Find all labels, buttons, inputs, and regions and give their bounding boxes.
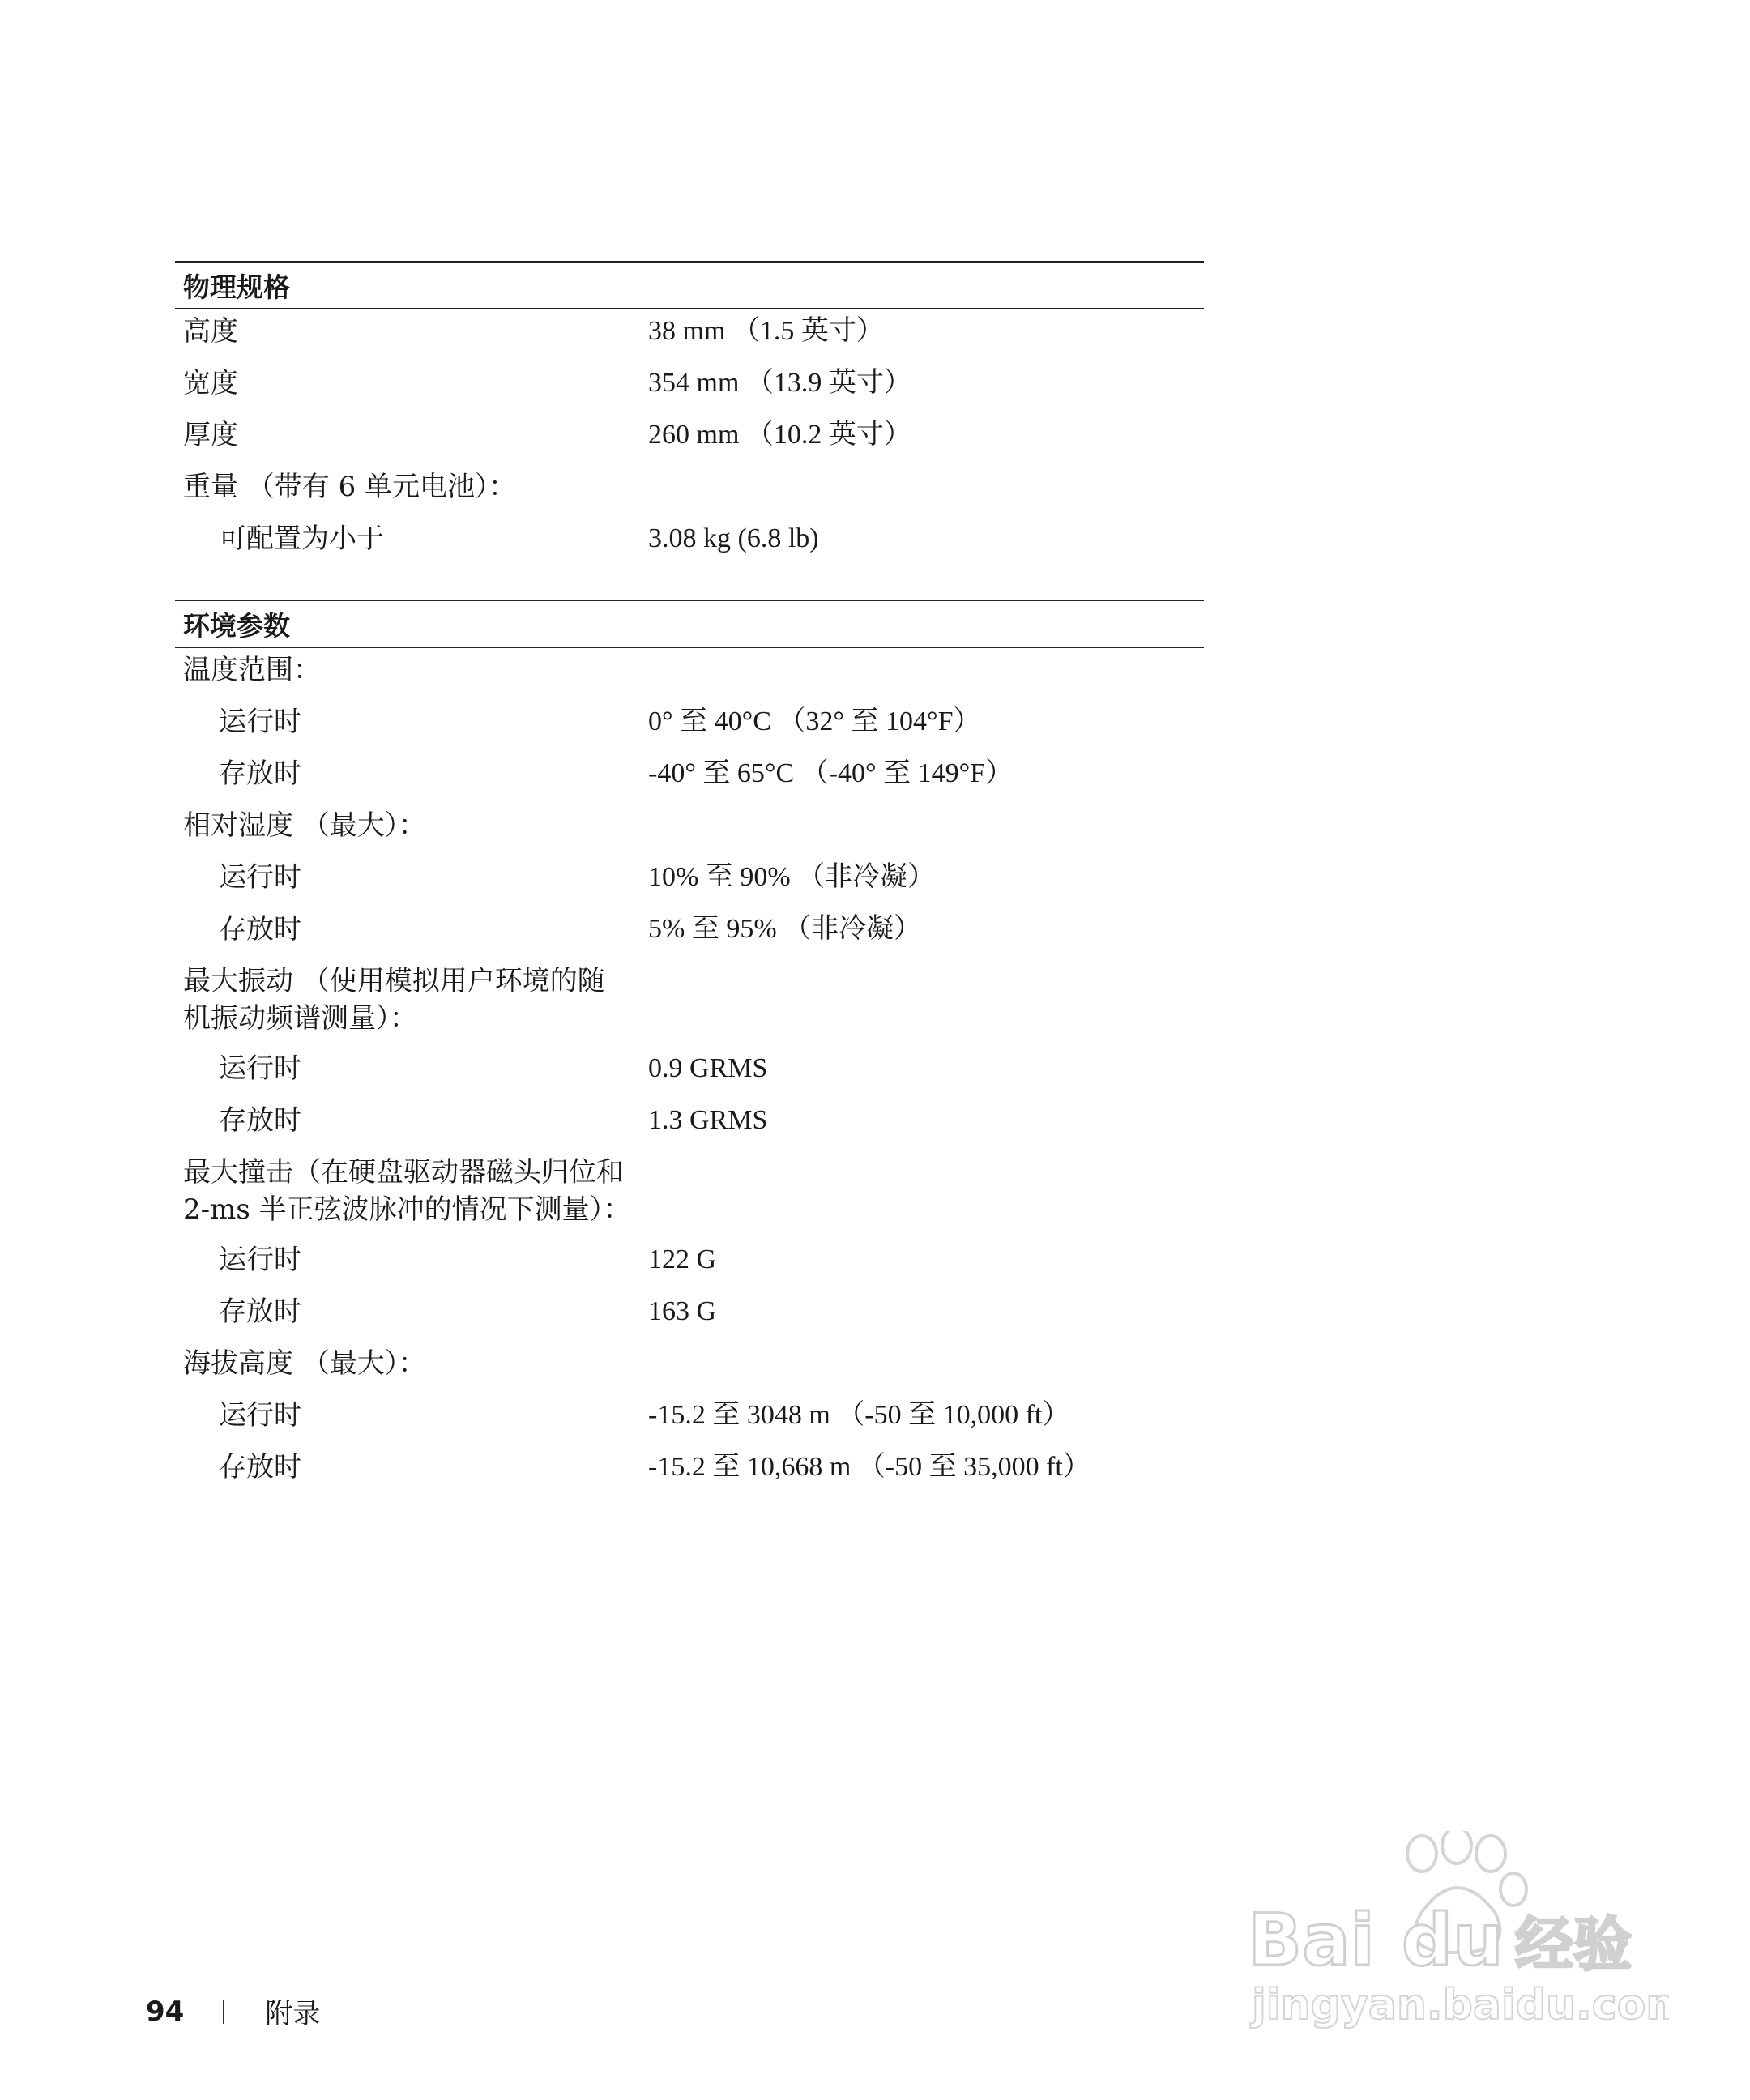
table-row [175,1241,1204,1293]
row-label: 运行时 [219,1399,301,1432]
row-value: 5% 至 95% （非冷凝） [648,914,922,944]
physical-specs-table [175,261,1204,572]
vibration-label-line-1: 最大振动 （使用模拟用户环境的随 [183,965,605,997]
altitude-label: 海拔高度 （最大）： [183,1347,426,1380]
table-row [175,1345,1204,1397]
row-label: 宽度 [183,367,238,399]
svg-text:经验: 经验 [1515,1910,1633,1978]
baidu-paw-logo-icon [1248,1831,1669,2034]
table-row [175,962,1204,1050]
row-label: 存放时 [219,758,301,790]
row-label: 运行时 [219,1052,301,1085]
table-row [175,807,1204,859]
table-row [175,1050,1204,1102]
row-label: 运行时 [219,1244,301,1276]
row-label: 厚度 [183,419,238,451]
row-label: 运行时 [219,706,301,738]
svg-text:Bai: Bai [1248,1898,1375,1982]
page-number: 94 [146,1995,185,2028]
row-label: 存放时 [219,913,301,945]
row-label: 重量 （带有 6 单元电池）： [183,471,517,503]
physical-specs-header: 物理规格 [175,261,1204,309]
temperature-label: 温度范围： [183,654,321,686]
table-row [175,520,1204,572]
row-label: 存放时 [219,1104,301,1137]
table-row [175,416,1204,468]
shock-label-line-2: 2-ms 半正弦波脉冲的情况下测量）： [183,1193,631,1226]
table-row [175,648,1204,703]
svg-text:jingyan.baidu.com: jingyan.baidu.com [1252,1981,1669,2030]
table-row [175,703,1204,755]
shock-label-line-1: 最大撞击（在硬盘驱动器磁头归位和 [183,1156,624,1189]
row-label: 可配置为小于 [219,523,384,555]
row-value: 260 mm （10.2 英寸） [648,420,911,450]
table-row [175,755,1204,807]
row-label: 运行时 [219,861,301,894]
row-label: 存放时 [219,1451,301,1483]
table-row [175,1154,1204,1241]
humidity-label: 相对湿度 （最大）： [183,809,426,842]
row-value: 1.3 GRMS [648,1105,768,1135]
table-row [175,1397,1204,1449]
table-row [175,1102,1204,1154]
table-row [175,1293,1204,1345]
row-label: 高度 [183,315,238,348]
table-row [175,859,1204,911]
row-value: 10% 至 90% （非冷凝） [648,862,936,892]
row-value: 163 G [648,1296,717,1326]
environment-specs-table [175,600,1204,1500]
shock-label [175,1154,648,1228]
table-row [175,365,1204,416]
environment-specs-header: 环境参数 [175,600,1204,648]
page-footer [146,1991,320,2031]
vibration-label [175,962,648,1037]
row-value: 3.08 kg (6.8 lb) [648,523,819,553]
row-value: 0.9 GRMS [648,1053,768,1083]
row-value: 122 G [648,1244,717,1274]
table-row [175,911,1204,962]
footer-divider [223,2000,224,2024]
row-value: 38 mm （1.5 英寸） [648,316,884,346]
row-value: -15.2 至 3048 m （-50 至 10,000 ft） [648,1400,1070,1430]
row-value: -40° 至 65°C （-40° 至 149°F） [648,758,1014,788]
row-value: 0° 至 40°C （32° 至 104°F） [648,706,981,736]
row-label: 存放时 [219,1295,301,1328]
row-value: -15.2 至 10,668 m （-50 至 35,000 ft） [648,1452,1091,1482]
chapter-title: 附录 [265,1998,321,2030]
table-row [175,468,1204,520]
table-row [175,309,1204,365]
svg-text:du: du [1402,1898,1504,1982]
baidu-jingyan-watermark [1248,1831,1669,2037]
row-value: 354 mm （13.9 英寸） [648,368,911,398]
vibration-label-line-2: 机振动频谱测量）： [183,1002,417,1035]
table-row [175,1449,1204,1500]
